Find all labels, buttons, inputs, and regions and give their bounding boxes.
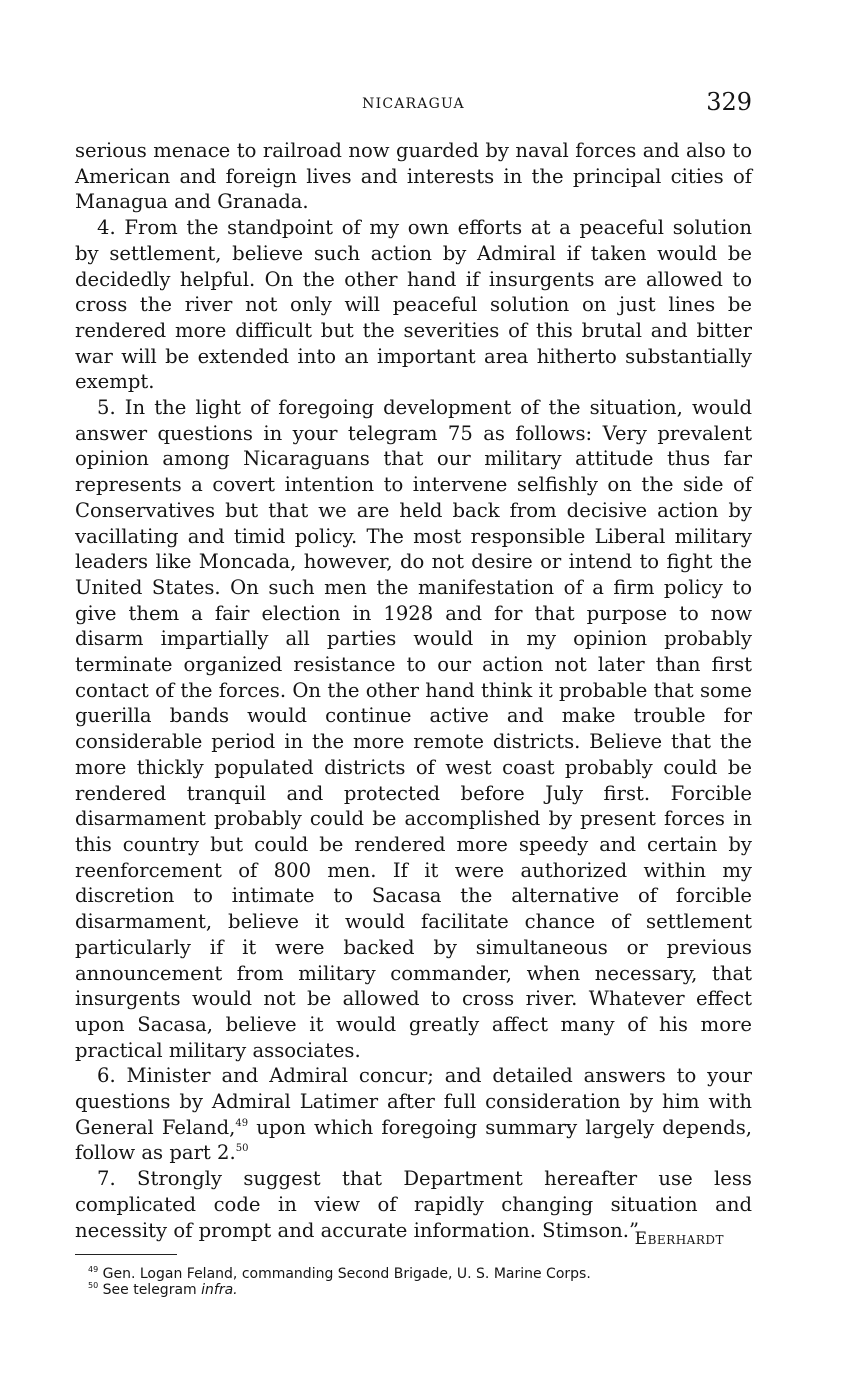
page-number: 329 (706, 88, 752, 116)
footnotes (88, 1266, 728, 1298)
footnote-49 (88, 1266, 728, 1282)
footnote-emphasis: infra. (201, 1282, 238, 1298)
paragraph-6 (75, 1063, 752, 1166)
paragraph-4: 4. From the standpoint of my own efforts at a peaceful solution by settlement, believe such action by Admiral if taken would be decidedly helpful. On the other hand if insurgents are allowed to cross the river not only will peaceful solution on just lines be rendered more difficult but the severities of this brutal and bitter war will be extended into an important area hitherto substantially exempt. (75, 216, 752, 394)
footnote-text: See telegram (102, 1282, 202, 1298)
footnote-mark: 49 (88, 1265, 99, 1274)
running-title: NICARAGUA (362, 96, 465, 112)
footnote-mark: 50 (88, 1281, 99, 1290)
footnote-text: Gen. Logan Feland, commanding Second Brigade, U. S. Marine Corps. (102, 1266, 591, 1282)
paragraph-5: 5. In the light of foregoing development of the situation, would answer questions in your telegram 75 as follows: Very prevalent opinion among Nicaraguans that our military attitude thus far represents a covert intention to intervene selfishly on the side of Conservatives but that we are held back from decisive action by vacillating and timid policy. The most responsible Liberal military leaders like Moncada, however, do not desire or intend to fight the United States. On such men the manifestation of a firm policy to give them a fair election in 1928 and for that purpose to now disarm impartially all parties would in my opinion probably terminate organized resistance to our action not later than first contact of the forces. On the other hand think it probable that some guerilla bands would continue active and make trouble for considerable period in the more remote districts. Believe that the more thickly populated districts of west coast probably could be rendered tranquil and protected before July first. Forcible disarmament probably could be accomplished by present forces in this country but could be rendered more speedy and certain by reenforcement of 800 men. If it were authorized within my discretion to intimate to Sacasa the alternative of forcible disarmament, believe it would facilitate chance of settlement particularly if it were backed by simultaneous or previous announcement from military commander, when necessary, that insurgents would not be allowed to cross river. Whatever effect upon Sacasa, believe it would greatly affect many of his more practical military associates. (75, 396, 752, 1062)
footnote-divider (75, 1254, 177, 1255)
paragraph-continuation: serious menace to railroad now guarded by naval forces and also to American and foreign lives and interests in the principal cities of Managua and Granada. (75, 139, 752, 214)
paragraph-7: 7. Strongly suggest that Department hereafter use less complicated code in view of rapidly changing situation and necessity of prompt and accurate information. Stimson.” (75, 1167, 752, 1242)
running-head (75, 88, 752, 124)
signature: Eberhardt (634, 1229, 724, 1249)
footnote-ref-49: 49 (235, 1117, 249, 1129)
paragraph-6-text-a: 6. Minister and Admiral concur; and detailed answers to your questions by Admiral Latimer after full consideration by him with General Feland, (75, 1064, 752, 1139)
footnote-50 (88, 1282, 728, 1298)
body-text (75, 138, 752, 1243)
paragraph-6-text-b: upon which foregoing summary largely depends, follow as part 2. (75, 1115, 752, 1165)
footnote-ref-50: 50 (235, 1143, 249, 1155)
